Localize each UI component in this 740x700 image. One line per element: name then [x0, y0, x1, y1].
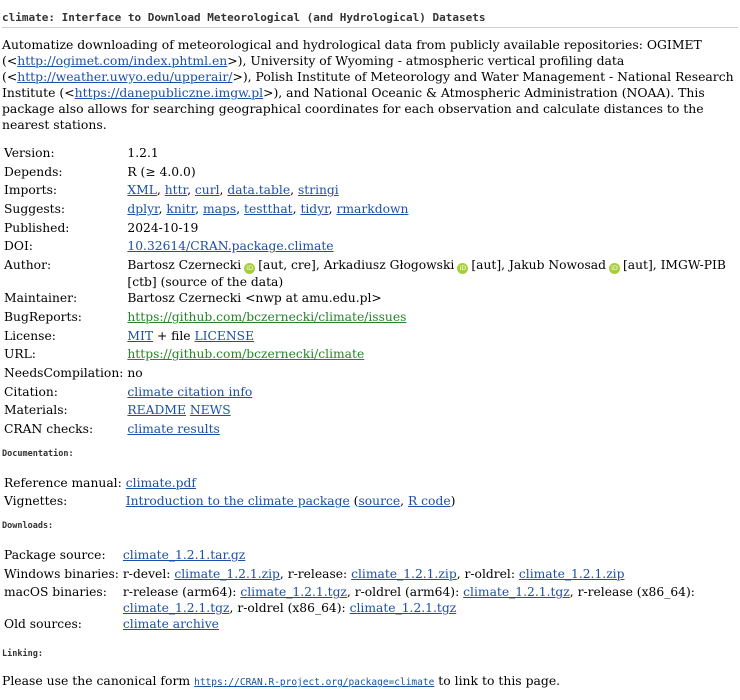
reference-manual-link[interactable]: climate.pdf	[125, 475, 196, 490]
table-row	[2, 164, 738, 183]
version-value: 1.2.1	[127, 146, 159, 160]
refmanual-value	[124, 475, 458, 494]
table-row	[2, 238, 738, 257]
suggest-link-tidyr[interactable]: tidyr	[300, 202, 329, 217]
downloads-table	[2, 547, 738, 635]
license-value	[125, 328, 738, 347]
vignette-link[interactable]: Introduction to the climate package	[125, 494, 350, 509]
win-devel-label: r-devel:	[122, 566, 175, 581]
table-row	[2, 566, 738, 585]
table-row	[2, 547, 738, 566]
table-row	[2, 616, 738, 635]
macbin-value	[121, 584, 738, 616]
license-mit-link[interactable]: MIT	[127, 328, 154, 343]
citation-value	[125, 384, 738, 403]
table-row	[2, 182, 738, 201]
vignette-rcode-link[interactable]: R code	[407, 494, 451, 509]
doi-value	[125, 238, 738, 257]
table-row	[2, 290, 738, 309]
suggests-label: Suggests:	[4, 202, 66, 217]
linking-pre: Please use the canonical form	[2, 673, 195, 689]
table-row	[2, 257, 738, 290]
imports-value: XML, httr, curl, data.table, stringi	[127, 183, 339, 198]
winbin-value	[121, 566, 738, 585]
author-role: [aut, cre], Arkadiusz Głogowski	[258, 258, 455, 273]
mac-release-arm64-link[interactable]: climate_1.2.1.tgz	[240, 585, 347, 600]
win-release-link[interactable]: climate_1.2.1.zip	[351, 566, 457, 581]
documentation-heading: Documentation:	[2, 448, 74, 459]
vignette-sep: ,	[400, 494, 408, 509]
canonical-link[interactable]: https://CRAN.R-project.org/package=climate	[194, 677, 435, 689]
desc-text: >), and National Oceanic & Atmospheric Administration (NOAA). This package also allows for searching geographical coordinates for each observation and calculate distances to the nearest stations.	[2, 85, 705, 132]
pkgsource-value	[121, 547, 738, 566]
maintainer-value: Bartosz Czernecki <nwp at amu.edu.pl>	[127, 291, 382, 306]
cranchecks-value	[125, 421, 738, 440]
cranchecks-label: CRAN checks:	[4, 421, 94, 436]
github-link[interactable]: https://github.com/bczernecki/climate	[127, 347, 365, 362]
oldsrc-label: Old sources:	[4, 617, 82, 632]
table-row	[2, 346, 738, 365]
win-release-label: , r-release:	[279, 566, 352, 581]
suggest-link-rmarkdown[interactable]: rmarkdown	[336, 202, 409, 217]
published-value: 2024-10-19	[127, 220, 199, 235]
mac-release-x86-link[interactable]: climate_1.2.1.tgz	[122, 601, 230, 616]
oldsrc-value	[121, 616, 738, 635]
needscompilation-label: NeedsCompilation:	[4, 365, 124, 380]
published-label: Published:	[4, 220, 70, 235]
vignette-source-link[interactable]: source	[358, 494, 401, 509]
citation-link[interactable]: climate citation info	[127, 384, 253, 399]
pkgsource-label: Package source:	[4, 548, 106, 562]
news-link[interactable]: NEWS	[189, 403, 231, 418]
table-row	[2, 493, 457, 512]
win-oldrel-link[interactable]: climate_1.2.1.zip	[518, 566, 625, 581]
win-devel-link[interactable]: climate_1.2.1.zip	[174, 566, 280, 581]
doi-link[interactable]: 10.32614/CRAN.package.climate	[127, 239, 334, 254]
imports-label: Imports:	[4, 183, 58, 198]
bugreports-value	[125, 309, 738, 328]
linking-post: to link to this page.	[434, 673, 561, 689]
materials-label: Materials:	[4, 403, 68, 418]
table-row	[2, 201, 738, 220]
table-row	[2, 365, 738, 384]
uwyo-link[interactable]: http://weather.uwyo.edu/upperair/	[17, 69, 233, 84]
table-row	[2, 402, 738, 421]
maintainer-label: Maintainer:	[4, 291, 78, 306]
doi-label: DOI:	[4, 239, 33, 254]
bugreports-link[interactable]: https://github.com/bczernecki/climate/issues	[127, 309, 407, 324]
suggest-link-maps[interactable]: maps	[202, 202, 237, 217]
url-value	[125, 346, 738, 365]
citation-label: Citation:	[4, 384, 58, 399]
package-source-link[interactable]: climate_1.2.1.tar.gz	[122, 548, 246, 562]
mac-label: , r-release (x86_64):	[569, 585, 695, 600]
table-row	[2, 584, 738, 616]
import-link-xml[interactable]: XML	[127, 183, 157, 198]
table-row	[2, 145, 738, 164]
win-oldrel-label: , r-oldrel:	[456, 566, 519, 581]
readme-link[interactable]: README	[127, 403, 186, 418]
depends-label: Depends:	[4, 164, 63, 179]
linking-text	[2, 673, 738, 691]
author-role: [aut], IMGW-PIB [ctb] (source of the data)	[127, 258, 726, 290]
ogimet-link[interactable]: http://ogimet.com/index.phtml.en	[17, 53, 228, 68]
linking-heading: Linking:	[2, 649, 43, 660]
import-link-data-table[interactable]: data.table	[227, 183, 291, 198]
table-row	[2, 421, 738, 440]
archive-link[interactable]: climate archive	[122, 617, 219, 632]
needscompilation-value: no	[127, 365, 143, 380]
table-row	[2, 309, 738, 328]
author-name: Bartosz Czernecki	[127, 258, 242, 273]
imgw-link[interactable]: https://danepubliczne.imgw.pl	[74, 85, 264, 100]
package-description	[2, 37, 738, 133]
mac-oldrel-x86-link[interactable]: climate_1.2.1.tgz	[349, 601, 457, 616]
url-label: URL:	[4, 347, 36, 362]
license-label: License:	[4, 328, 56, 343]
downloads-heading: Downloads:	[2, 521, 54, 531]
macbin-label: macOS binaries:	[4, 585, 107, 600]
table-row	[2, 475, 457, 494]
mac-label: , r-oldrel (arm64):	[346, 585, 464, 600]
cran-checks-link[interactable]: climate results	[127, 421, 220, 436]
table-row	[2, 220, 738, 239]
suggests-value: dplyr, knitr, maps, testthat, tidyr, rmarkdown	[127, 202, 409, 217]
suggest-link-knitr[interactable]: knitr	[166, 202, 196, 217]
import-link-curl[interactable]: curl	[194, 183, 220, 198]
suggest-link-testthat[interactable]: testthat	[244, 202, 293, 217]
author-label: Author:	[4, 258, 52, 273]
author-value	[125, 257, 738, 290]
vignettes-label: Vignettes:	[4, 494, 68, 509]
desc-text: >), University of Wyoming - atmospheric vertical profiling data (<	[2, 53, 625, 84]
import-link-stringi[interactable]: stringi	[297, 183, 339, 198]
author-role: [aut], Jakub Nowosad	[471, 258, 606, 273]
orcid-icon[interactable]: iD	[244, 263, 255, 274]
desc-text: Automatize downloading of meteorological and hydrological data from publicly available repositories: OGIMET (<	[2, 37, 702, 68]
mac-label: , r-oldrel (x86_64):	[229, 601, 350, 616]
bugreports-label: BugReports:	[4, 309, 82, 324]
orcid-icon[interactable]: iD	[457, 263, 468, 274]
documentation-table	[2, 475, 457, 512]
license-plus-text: + file	[153, 328, 195, 343]
depends-value: R (≥ 4.0.0)	[127, 164, 196, 179]
package-details-table	[2, 145, 738, 440]
desc-text: >), Polish Institute of Meteorology and Water Management - National Research Institute (<	[2, 69, 734, 100]
refmanual-label: Reference manual:	[4, 475, 122, 490]
vignette-paren: )	[450, 494, 456, 509]
suggest-link-dplyr[interactable]: dplyr	[127, 202, 159, 217]
version-label: Version:	[4, 146, 55, 160]
import-link-httr[interactable]: httr	[164, 183, 188, 198]
mac-oldrel-arm64-link[interactable]: climate_1.2.1.tgz	[463, 585, 570, 600]
vignettes-value	[124, 493, 458, 512]
mac-label: r-release (arm64):	[122, 585, 241, 600]
table-row	[2, 328, 738, 347]
orcid-icon[interactable]: iD	[609, 263, 620, 274]
license-file-link[interactable]: LICENSE	[194, 328, 255, 343]
vignette-paren: (	[349, 494, 359, 509]
page-title: climate: Interface to Download Meteorological (and Hydrological) Datasets	[2, 0, 738, 28]
winbin-label: Windows binaries:	[4, 566, 119, 581]
materials-value	[125, 402, 738, 421]
table-row	[2, 384, 738, 403]
